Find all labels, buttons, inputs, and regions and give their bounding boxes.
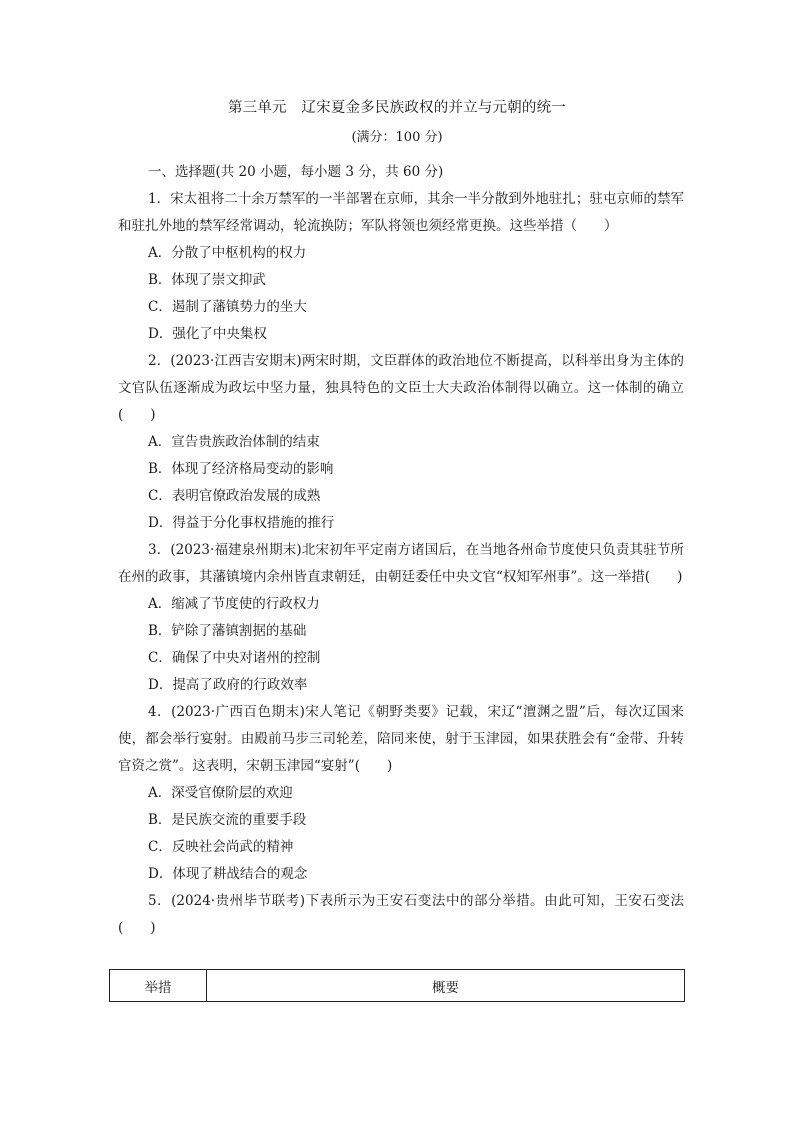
question-option: A．宣告贵族政治体制的结束 — [148, 434, 320, 450]
table-header-row — [110, 970, 685, 1002]
reform-table — [109, 969, 685, 1002]
question-option: B．铲除了藩镇割据的基础 — [148, 623, 307, 639]
section-heading: 一、选择题(共 20 小题，每小题 3 分，共 60 分) — [148, 164, 444, 180]
question-option: D．强化了中央集权 — [148, 326, 267, 342]
question-option: C．确保了中央对诸州的控制 — [148, 650, 321, 666]
question-option: B．体现了经济格局变动的影响 — [148, 461, 334, 477]
question-option: D．提高了政府的行政效率 — [148, 677, 308, 693]
table-header-cell: 概要 — [207, 970, 685, 1002]
question-stem: 2．(2023·江西吉安期末)两宋时期，文臣群体的政治地位不断提高，以科举出身为主体的文官队伍逐渐成为政坛中坚力量，独具特色的文臣士大夫政治体制得以确立。这一体制的确立( ) — [118, 353, 684, 423]
question-list — [118, 186, 684, 942]
question-stem: 3．(2023·福建泉州期末)北宋初年平定南方诸国后，在当地各州命节度使只负责其驻节所在州的政事，其藩镇境内余州皆直隶朝廷，由朝廷委任中央文官“权知军州事”。这一举措( ) — [118, 542, 684, 585]
question-option: A．缩减了节度使的行政权力 — [148, 596, 320, 612]
question-option: C．表明官僚政治发展的成熟 — [148, 488, 321, 504]
question-stem: 4．(2023·广西百色期末)宋人笔记《朝野类要》记载，宋辽“澶渊之盟”后，每次辽国来使，都会举行宴射。由殿前马步三司轮差，陪同来使，射于玉津园，如果获胜会有“金带、升转官资之赏”。这表明，宋朝玉津园“宴射”( ) — [118, 704, 684, 774]
question-option: B．是民族交流的重要手段 — [148, 812, 307, 828]
question-option: D．体现了耕战结合的观念 — [148, 866, 308, 882]
question-option: A．深受官僚阶层的欢迎 — [148, 785, 293, 801]
question-option: C．遏制了藩镇势力的坐大 — [148, 299, 307, 315]
score-note: (满分：100 分) — [351, 130, 443, 145]
question-stem: 5．(2024·贵州毕节联考)下表所示为王安石变法中的部分举措。由此可知，王安石变法( ) — [118, 893, 684, 936]
question-option: B．体现了崇文抑武 — [148, 272, 266, 288]
page-title: 第三单元 辽宋夏金多民族政权的并立与元朝的统一 — [227, 100, 567, 116]
question-option: C．反映社会尚武的精神 — [148, 839, 294, 855]
table-header-cell: 举措 — [110, 970, 207, 1002]
question-stem: 1．宋太祖将二十余万禁军的一半部署在京师，其余一半分散到外地驻扎；驻屯京师的禁军和驻扎外地的禁军经常调动，轮流换防；军队将领也须经常更换。这些举措（ ） — [118, 191, 684, 234]
question-option: D．得益于分化事权措施的推行 — [148, 515, 335, 531]
question-option: A．分散了中枢机构的权力 — [148, 245, 307, 261]
